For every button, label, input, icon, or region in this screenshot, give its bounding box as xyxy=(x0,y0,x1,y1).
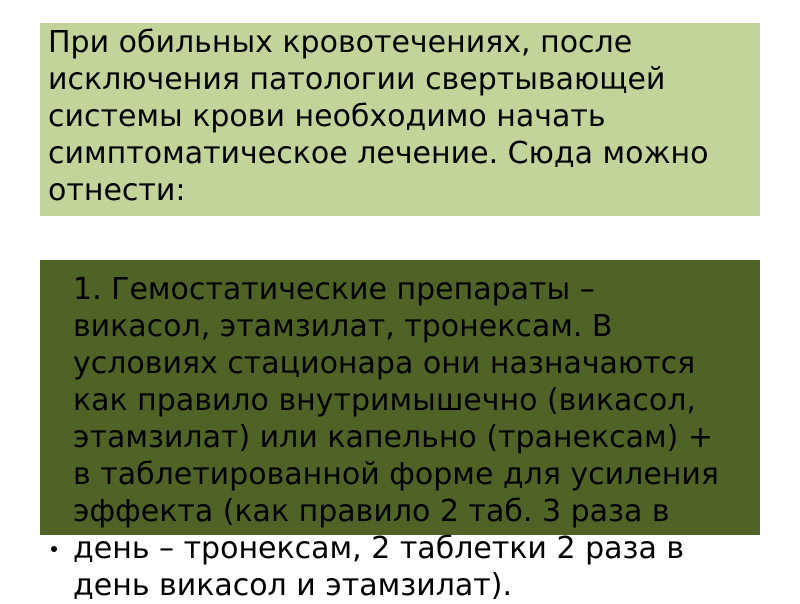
body-text-line: этамзилат) или капельно (транексам) + xyxy=(73,420,714,455)
bullet-text-box xyxy=(40,260,760,603)
body-text-line: в таблетированной форме для усиления xyxy=(73,457,719,492)
body-text-line: условиях стационара они назначаются xyxy=(73,346,696,381)
body-text-line: 1. Гемостатические препараты – xyxy=(73,272,595,307)
body-text-line: день викасол и этамзилат). xyxy=(73,568,512,603)
intro-text-box xyxy=(40,23,760,216)
body-text-line: день – тронексам, 2 таблетки 2 раза в xyxy=(73,531,685,566)
bullet-icon xyxy=(51,546,57,552)
bullet-item xyxy=(73,271,773,604)
body-text-line: как правило внутримышечно (викасол, xyxy=(73,383,696,418)
title-text-line: системы крови необходимо начать xyxy=(48,99,606,134)
body-text-line: эффекта (как правило 2 таб. 3 раза в xyxy=(73,494,670,529)
body-text-line: викасол, этамзилат, тронексам. В xyxy=(73,309,613,344)
title-text-line: исключения патологии свертывающей xyxy=(48,62,666,97)
title-text-line: отнести: xyxy=(48,173,186,208)
title-text-line: При обильных кровотечениях, после xyxy=(48,25,633,60)
title-text-line: симптоматическое лечение. Сюда можно xyxy=(48,136,709,171)
